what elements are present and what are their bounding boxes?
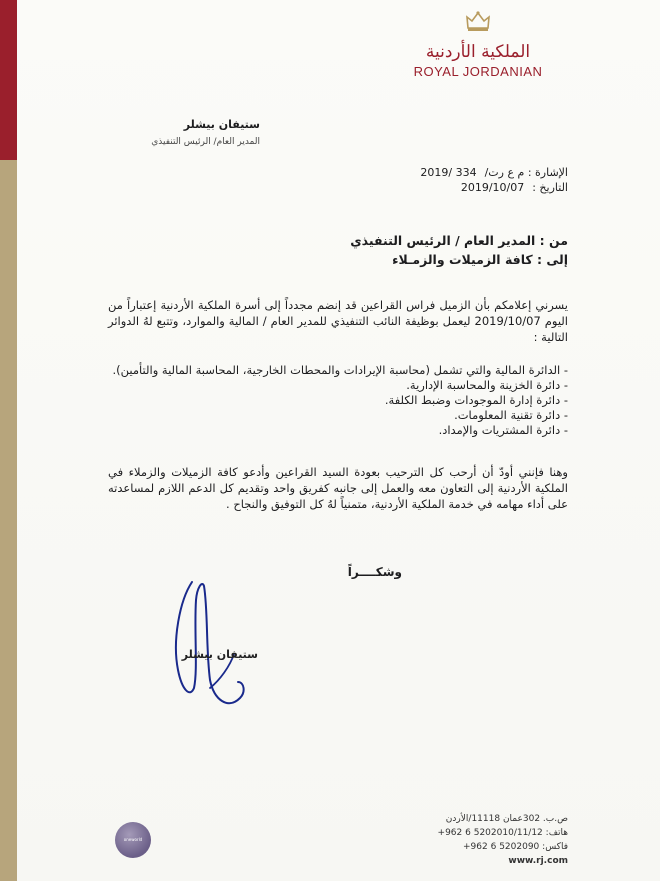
sender-block xyxy=(90,118,260,147)
department-list xyxy=(108,363,568,438)
footer-fax: فاكس: 5202090 6 962+ xyxy=(462,842,568,852)
list-item: - دائرة المشتريات والإمداد. xyxy=(438,423,568,437)
handwritten-signature xyxy=(150,570,280,720)
footer-pobox: ص.ب. 302عمان 11118/الأردن xyxy=(445,814,568,824)
date-row xyxy=(328,180,568,195)
crown-icon xyxy=(465,10,491,32)
reference-row xyxy=(328,165,568,180)
date-label: التاريخ : xyxy=(532,181,568,194)
signatory-name: ستيفان بيشلر xyxy=(181,648,258,661)
thanks-line: وشكــــراً xyxy=(347,565,402,579)
footer-contact xyxy=(358,812,568,868)
royal-jordanian-logo xyxy=(388,10,568,79)
list-item: - دائرة إدارة الموجودات وضبط الكلفة. xyxy=(384,393,568,407)
footer-phone: هاتف: 5202010/11/12 6 962+ xyxy=(437,828,568,838)
footer-website: www.rj.com xyxy=(508,856,568,866)
reference-label: الإشارة : م ع رت/ xyxy=(484,166,568,179)
list-item: - دائرة الخزينة والمحاسبة الإدارية. xyxy=(406,378,568,392)
oneworld-badge: oneworld xyxy=(115,822,151,858)
to-line: إلى : كافة الزميلات والزمـلاء xyxy=(392,252,568,267)
date-value: 2019/10/07 xyxy=(460,181,525,194)
address-block xyxy=(268,231,568,269)
list-item: - دائرة تقنية المعلومات. xyxy=(454,408,568,422)
letter-body xyxy=(108,297,568,512)
list-item: - الدائرة المالية والتي تشمل (محاسبة الإيرادات والمحطات الخارجية، المحاسبة المالية والتأمين). xyxy=(112,363,568,377)
red-side-stripe xyxy=(0,0,17,160)
intro-paragraph: يسرني إعلامكم بأن الزميل فراس القراعين قد إنضم مجدداً إلى أسرة الملكية الأردنية إعتباراً من اليوم 2019/10/07 ليعمل بوظيفة النائب التنفيذي للمدير العام / المالية والموارد، وتتبع لهُ الدوائر التالية : xyxy=(108,298,569,344)
sender-name: ستيفان بيشلر xyxy=(183,118,260,131)
brand-name-english: ROYAL JORDANIAN xyxy=(413,64,543,79)
reference-value: 334 /2019 xyxy=(420,166,477,179)
from-line: من : المدير العام / الرئيس التنفيذي xyxy=(350,233,568,248)
gold-side-stripe xyxy=(0,160,17,881)
brand-name-arabic: الملكية الأردنية xyxy=(425,42,531,62)
sender-title: المدير العام/ الرئيس التنفيذي xyxy=(151,137,260,147)
closing-paragraph: وهنا فإنني أودّ أن أرحب كل الترحيب بعودة السيد القراعين وأدعو كافة الزميلات والزملاء في الملكية الأردنية إلى التعاون معه والعمل إلى جانبه كفريق واحد وتقديم كل الدعم اللازم لمساعدته على أداء مهامه في خدمة الملكية الأردنية، متمنياً لهُ كل التوفيق والنجاح . xyxy=(108,465,568,511)
reference-block xyxy=(328,165,568,195)
